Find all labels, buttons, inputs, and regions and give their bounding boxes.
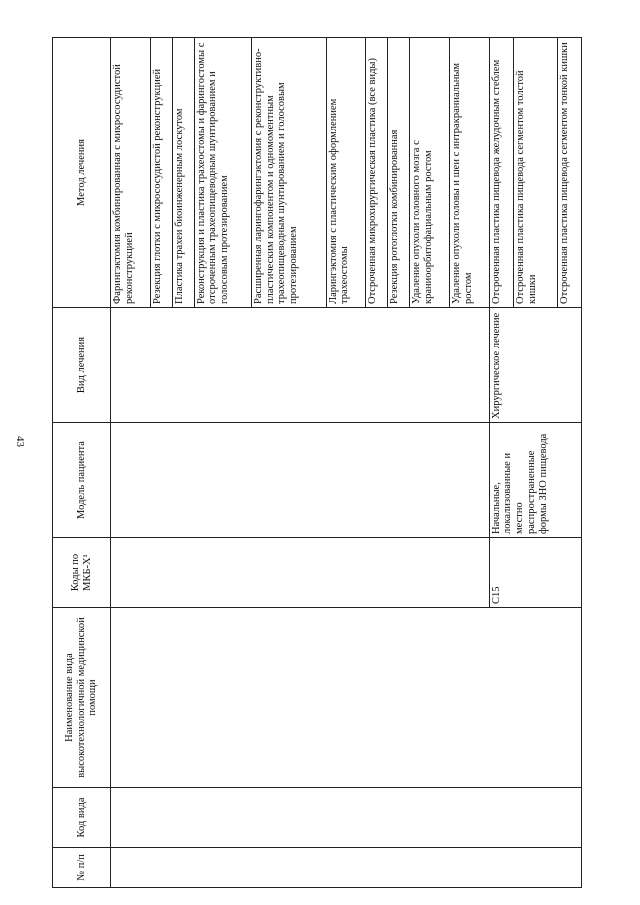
icd-cell: C15: [489, 538, 581, 608]
method-cell: Реконструкция и пластика трахеостомы и фарингостомы с отсроченным трахеопищеводным шунтированием и голосовым протезированием: [194, 38, 251, 308]
header-model: Модель пациента: [53, 423, 111, 538]
treatment-table: [52, 37, 582, 888]
rotated-table-container: [52, 38, 582, 888]
header-num: № п/п: [53, 848, 111, 888]
method-cell: Резекция ротоглотки комбинированная: [388, 38, 410, 308]
method-cell: Отсроченная пластика пищевода сегментом толстой кишки: [513, 38, 557, 308]
method-cell: Расширенная ларингофарингэктомия с реконструктивно-пластическим компонентом и одномоментным трахеопищеводным шунтированием и голосовым протезированием: [251, 38, 326, 308]
header-icd: Коды по МКБ-X¹: [53, 538, 111, 608]
model-cell: [111, 423, 490, 538]
method-cell: Ларингэктомия с пластическим оформлением трахеостомы: [326, 38, 366, 308]
treatment-type-cell: Хирургическое лечение: [489, 308, 581, 423]
treatment-type-cell: [111, 308, 490, 423]
method-cell: Отсроченная пластика пищевода желудочным стеблем: [489, 38, 513, 308]
name-cell: [111, 608, 582, 788]
header-row: [53, 38, 111, 888]
header-name: Наименование вида высокотехнологичной медицинской помощи: [53, 608, 111, 788]
code-cell: [111, 788, 582, 848]
header-treatment-type: Вид лечения: [53, 308, 111, 423]
method-cell: Пластика трахеи биоинженерным лоскутом: [172, 38, 194, 308]
method-cell: Удаление опухоли головы и шеи с интракраниальным ростом: [449, 38, 489, 308]
method-cell: Удаление опухоли головного мозга с краниоорбитофациальным ростом: [410, 38, 450, 308]
header-code: Код вида: [53, 788, 111, 848]
method-cell: Отсроченная пластика пищевода сегментом тонкой кишки: [557, 38, 581, 308]
page-number: 43: [14, 436, 26, 447]
header-method: Метод лечения: [53, 38, 111, 308]
model-cell: Начальные, локализованные и местно распространенные формы ЗНО пищевода: [489, 423, 581, 538]
num-cell: [111, 848, 582, 888]
method-cell: Отсроченная микрохирургическая пластика (все виды): [366, 38, 388, 308]
method-cell: Резекция глотки с микрососудистой реконструкцией: [150, 38, 172, 308]
method-cell: Фарингэктомия комбинированная с микрососудистой реконструкцией: [111, 38, 151, 308]
table-row: [111, 38, 151, 888]
icd-cell: [111, 538, 490, 608]
